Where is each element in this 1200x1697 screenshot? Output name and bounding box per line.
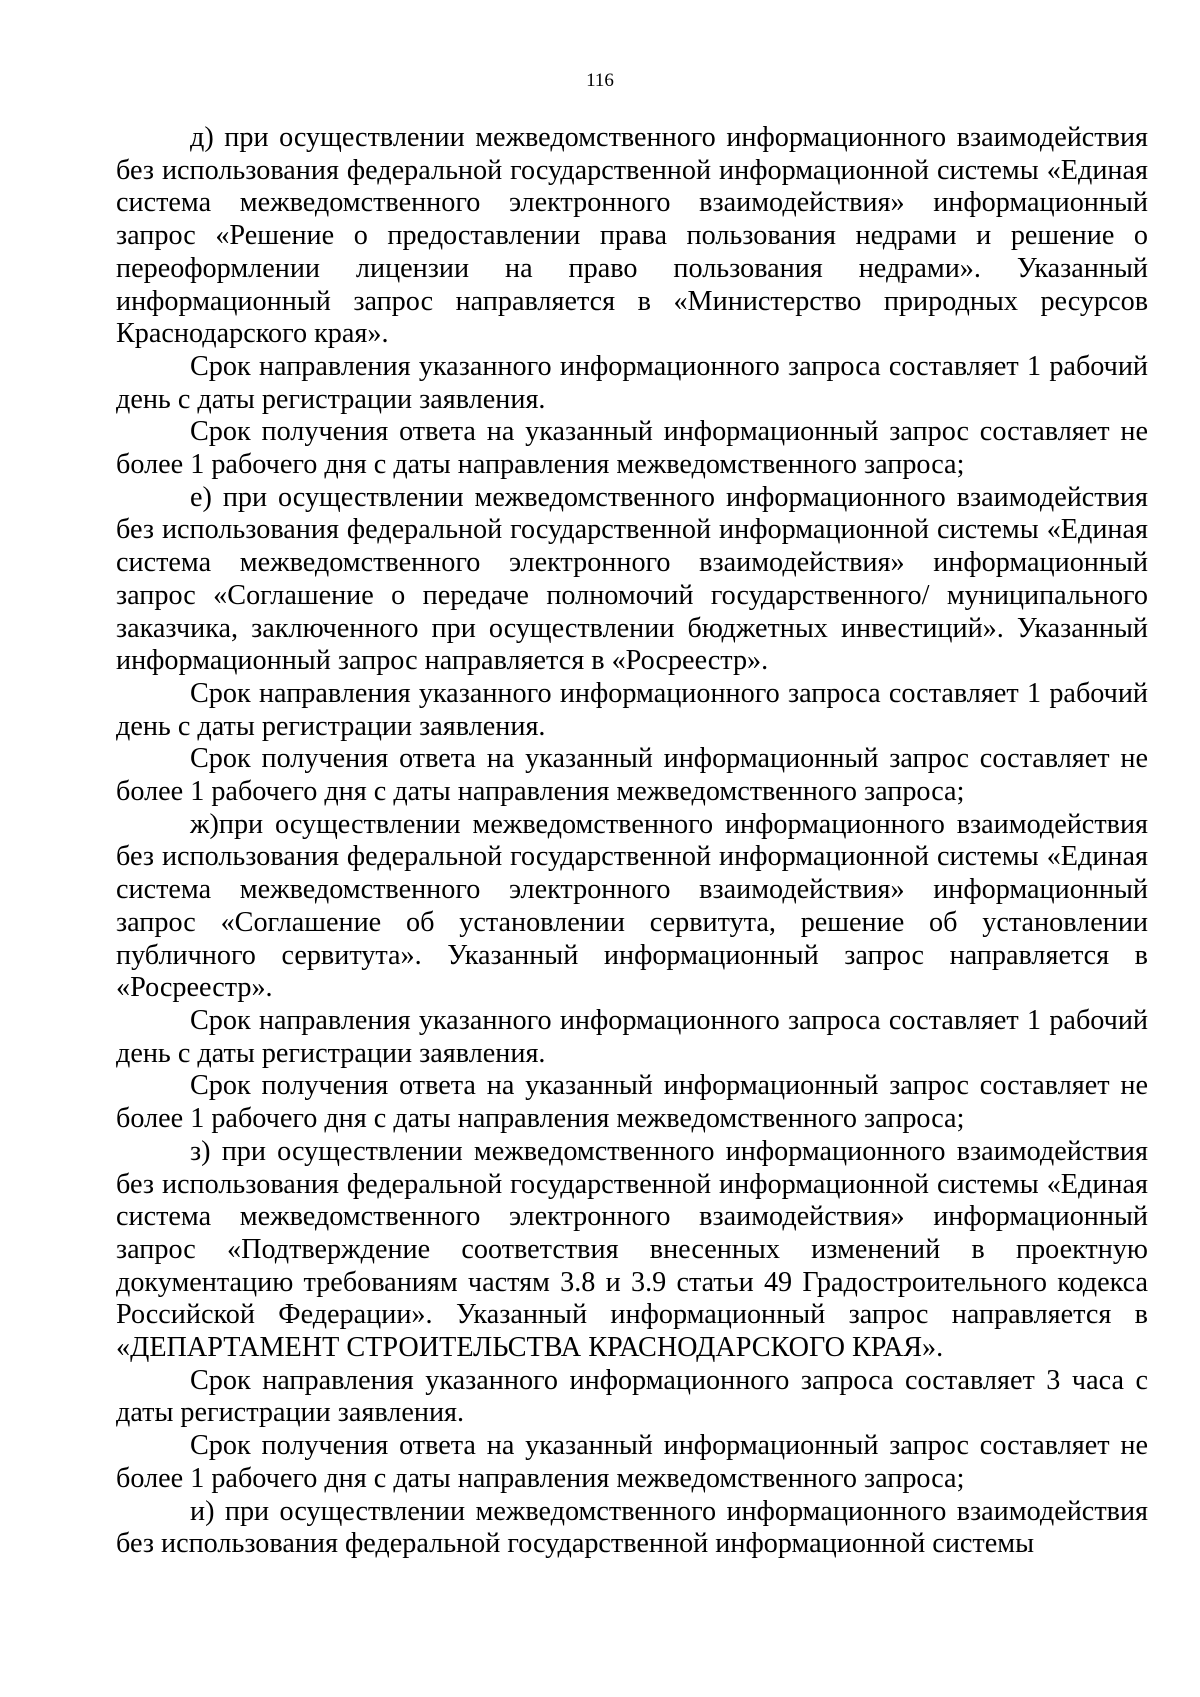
- page-number: 116: [586, 70, 614, 91]
- paragraph-request-deadline: Срок направления указанного информационного запроса составляет 1 рабочий день с даты регистрации заявления.: [116, 350, 1148, 415]
- paragraph-response-deadline: Срок получения ответа на указанный информационный запрос составляет не более 1 рабочего дня с даты направления межведомственного запроса;: [116, 1430, 1148, 1494]
- paragraph-item-zh: ж)при осуществлении межведомственного информационного взаимодействия без использования федеральной государственной информационной системы «Единая система межведомственного электронного взаимодействия» информационный запрос «Соглашение об установлении сервитута, решение об установлении публичного сервитута». Указанный информационный запрос направляется в «Росреестр».: [116, 808, 1148, 1004]
- paragraph-request-deadline: Срок направления указанного информационного запроса составляет 1 рабочий день с даты регистрации заявления.: [116, 677, 1148, 742]
- paragraph-response-deadline: Срок получения ответа на указанный информационный запрос составляет не более 1 рабочего дня с даты направления межведомственного запроса;: [116, 1070, 1148, 1135]
- paragraph-request-deadline: Срок направления указанного информационного запроса составляет 3 часа с даты регистрации заявления.: [116, 1364, 1148, 1429]
- paragraph-item-d: д) при осуществлении межведомственного информационного взаимодействия без использования федеральной государственной информационной системы «Единая система межведомственного электронного взаимодействия» информационный запрос «Решение о предоставлении права пользования недрами и решение о переоформлении лицензии на право пользования недрами». Указанный информационный запрос направляется в «Министерство природных ресурсов Краснодарского края».: [116, 122, 1148, 350]
- paragraph-item-e: е) при осуществлении межведомственного информационного взаимодействия без использования федеральной государственной информационной системы «Единая система межведомственного электронного взаимодействия» информационный запрос «Соглашение о передаче полномочий государственного/ муниципального заказчика, заключенного при осуществлении бюджетных инвестиций». Указанный информационный запрос направляется в «Росреестр».: [116, 481, 1148, 677]
- paragraph-item-z: з) при осуществлении межведомственного информационного взаимодействия без использования федеральной государственной информационной системы «Единая система межведомственного электронного взаимодействия» информационный запрос «Подтверждение соответствия внесенных изменений в проектную документацию требованиям частям 3.8 и 3.9 статьи 49 Градостроительного кодекса Российской Федерации». Указанный информационный запрос направляется в «ДЕПАРТАМЕНТ СТРОИТЕЛЬСТВА КРАСНОДАРСКОГО КРАЯ».: [116, 1135, 1148, 1364]
- paragraph-item-i: и) при осуществлении межведомственного информационного взаимодействия без использования федеральной государственной информационной системы: [116, 1495, 1148, 1560]
- paragraph-response-deadline: Срок получения ответа на указанный информационный запрос составляет не более 1 рабочего дня с даты направления межведомственного запроса;: [116, 416, 1148, 481]
- document-body: [116, 122, 1148, 1561]
- paragraph-request-deadline: Срок направления указанного информационного запроса составляет 1 рабочий день с даты регистрации заявления.: [116, 1004, 1148, 1069]
- paragraph-response-deadline: Срок получения ответа на указанный информационный запрос составляет не более 1 рабочего дня с даты направления межведомственного запроса;: [116, 743, 1148, 808]
